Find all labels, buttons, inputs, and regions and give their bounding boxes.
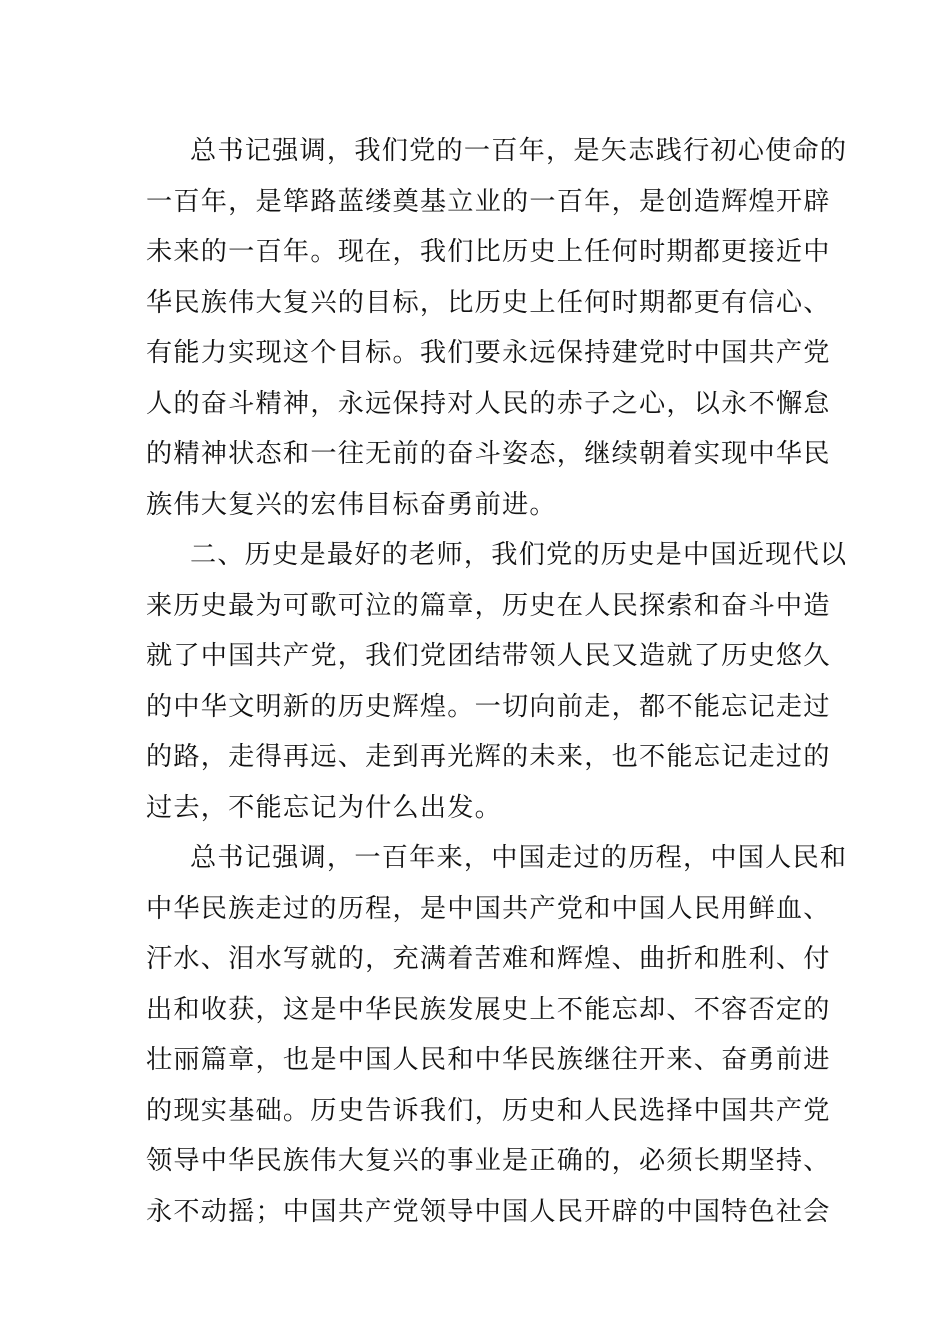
- text-line: 的中华文明新的历史辉煌。一切向前走，都不能忘记走过: [146, 691, 831, 722]
- paragraph-3: [146, 833, 848, 1237]
- paragraph-2: [146, 530, 848, 833]
- text-line: 人的奋斗精神，永远保持对人民的赤子之心，以永不懈怠: [146, 388, 831, 419]
- text-line: 就了中国共产党，我们党团结带领人民又造就了历史悠久: [146, 641, 831, 671]
- text-line: 一百年，是筚路蓝缕奠基立业的一百年，是创造辉煌开辟: [146, 186, 831, 217]
- text-line: 的精神状态和一往无前的奋斗姿态，继续朝着实现中华民: [146, 439, 831, 469]
- text-line: 华民族伟大复兴的目标，比历史上任何时期都更有信心、: [146, 287, 831, 318]
- text-line: 汗水、泪水写就的，充满着苦难和辉煌、曲折和胜利、付: [146, 944, 831, 974]
- text-line: 总书记强调，一百年来，中国走过的历程，中国人民和: [190, 843, 848, 873]
- text-line: 二、历史是最好的老师，我们党的历史是中国近现代以: [190, 540, 848, 570]
- text-line: 壮丽篇章，也是中国人民和中华民族继往开来、奋勇前进: [146, 1045, 831, 1075]
- paragraph-1: [146, 126, 848, 530]
- text-line: 族伟大复兴的宏伟目标奋勇前进。: [146, 489, 557, 520]
- text-line: 的现实基础。历史告诉我们，历史和人民选择中国共产党: [146, 1095, 831, 1126]
- text-line: 来历史最为可歌可泣的篇章，历史在人民探索和奋斗中造: [146, 590, 831, 621]
- text-line: 出和收获，这是中华民族发展史上不能忘却、不容否定的: [146, 994, 831, 1025]
- text-line: 领导中华民族伟大复兴的事业是正确的，必须长期坚持、: [146, 1146, 831, 1176]
- text-line: 未来的一百年。现在，我们比历史上任何时期都更接近中: [146, 237, 831, 267]
- text-line: 总书记强调，我们党的一百年，是矢志践行初心使命的: [190, 136, 848, 166]
- text-line: 有能力实现这个目标。我们要永远保持建党时中国共产党: [146, 338, 831, 368]
- text-line: 中华民族走过的历程，是中国共产党和中国人民用鲜血、: [146, 893, 831, 924]
- text-line: 过去，不能忘记为什么出发。: [146, 792, 503, 823]
- text-line: 永不动摇；中国共产党领导中国人民开辟的中国特色社会: [146, 1196, 831, 1227]
- document-page: [146, 126, 848, 1237]
- text-line: 的路，走得再远、走到再光辉的未来，也不能忘记走过的: [146, 742, 831, 772]
